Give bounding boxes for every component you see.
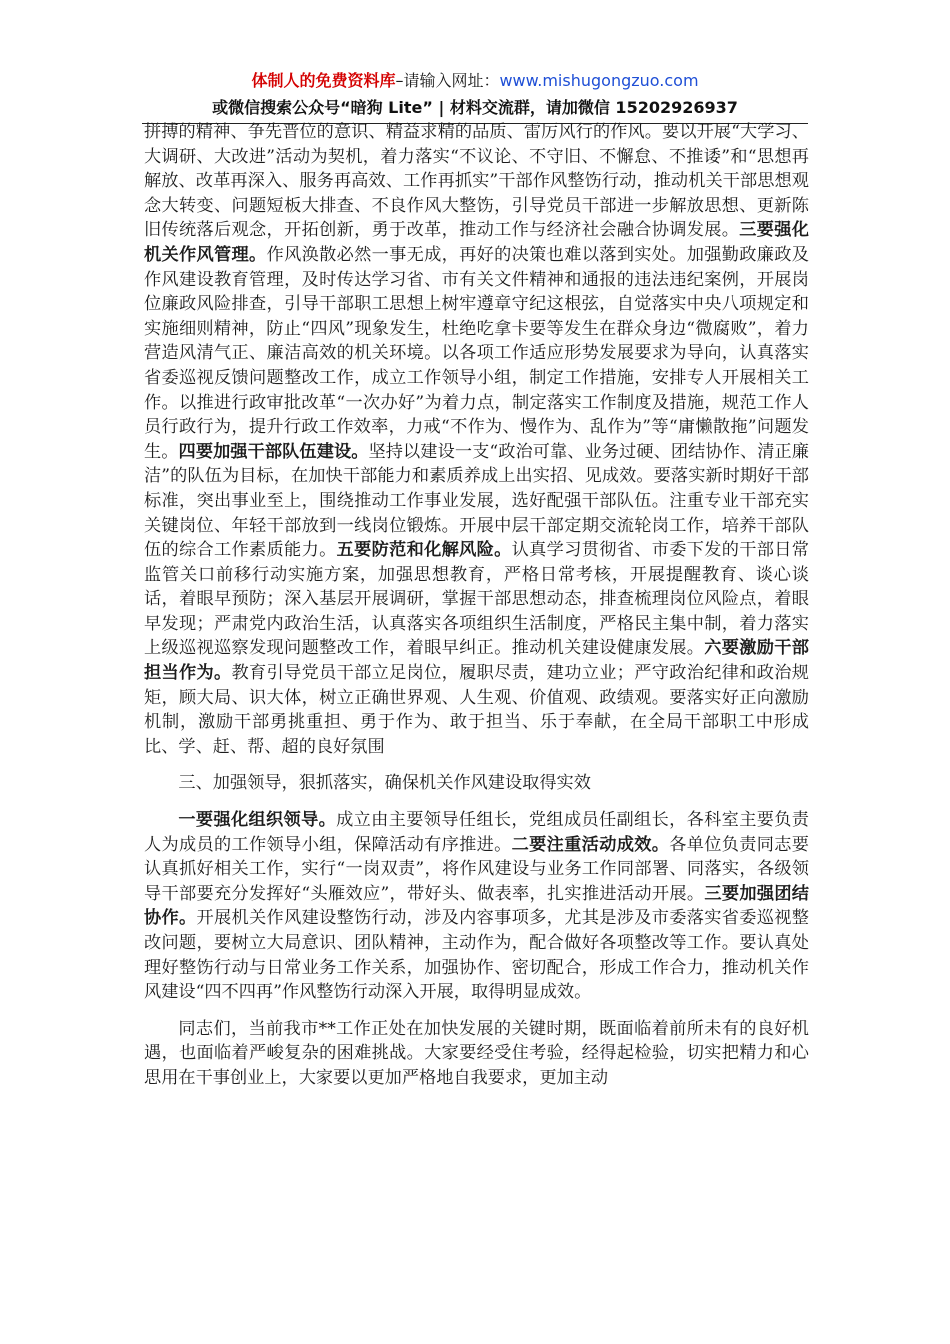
site-title: 体制人的免费资料库	[251, 71, 396, 90]
paragraph-text: 成立由主要领导任组长，党组成员任副组长，各科室主要负责人为成员的工作领导小组，保障活动有序推进。	[144, 810, 809, 855]
header-line-2: 或微信搜索公众号“暗狗 Lite” | 材料交流群，请加微信 15202926937	[212, 98, 738, 117]
bold-point-3b: 三要加强团结协作。	[144, 883, 809, 929]
paragraph-text: 认真学习贯彻省、市委下发的干部日常监管关口前移行动实施方案，加强思想教育，严格日常考核，开展提醒教育、谈心谈话，着眼早预防；深入基层开展调研，掌握干部思想动态，排查梳理岗位风险点，着眼早发现；严肃党内政治生活，认真落实各项组织生活制度，严格民主集中制，着力落实上级巡视巡察发现问题整改工作，着眼早纠正。推动机关建设健康发展。	[144, 540, 809, 659]
paragraph-text: 各单位负责同志要认真抓好相关工作，实行“一岗双责”，将作风建设与业务工作同部署、同落实，各级领导干部要充分发挥好“头雁效应”，带好头、做表率，扎实推进活动开展。	[144, 834, 809, 904]
document-body	[144, 120, 809, 1091]
paragraph-continued	[144, 120, 809, 759]
site-url-link[interactable]: www.mishugongzuo.com	[499, 71, 699, 90]
paragraph-leadership	[144, 808, 809, 1005]
bold-point-1: 一要强化组织领导。	[178, 810, 337, 831]
paragraph-text: 作风涣散必然一事无成，再好的决策也难以落到实处。加强勤政廉政及作风建设教育管理，及时传达学习省、市有关文件精神和通报的违法违纪案例，开展岗位廉政风险排查，引导干部职工思想上树牢遵章守纪这根弦，自觉落实中央八项规定和实施细则精神，防止“四风”现象发生，杜绝吃拿卡要等发生在群众身边“微腐败”，着力营造风清气正、廉洁高效的机关环境。以各项工作适应形势发展要求为导向，认真落实省委巡视反馈问题整改工作，成立工作领导小组，制定工作措施，安排专人开展相关工作。以推进行政审批改革“一次办好”为着力点，制定落实工作制度及措施，规范工作人员行政行为，提升行政工作效率，力戒“不作为、慢作为、乱作为”等“庸懒散拖”问题发生。	[144, 244, 809, 462]
paragraph-text: 拼搏的精神、争先晋位的意识、精益求精的品质、雷厉风行的作风。要以开展“大学习、大调研、大改进”活动为契机，着力落实“不议论、不守旧、不懈怠、不推诿”和“思想再解放、改革再深入、服务再高效、工作再抓实”干部作风整饬行动，推动机关干部思想观念大转变、问题短板大排查、不良作风大整饬，引导党员干部进一步解放思想、更新陈旧传统落后观念，开拓创新，勇于改革，推动工作与经济社会融合协调发展。	[144, 122, 809, 241]
paragraph-text: 开展机关作风建设整饬行动，涉及内容事项多，尤其是涉及市委落实省委巡视整改问题，要树立大局意识、团队精神，主动作为，配合做好各项整改等工作。要认真处理好整饬行动与日常业务工作关系，加强协作、密切配合，形成工作合力，推动机关作风建设“四不四再”作风整饬行动深入开展，取得明显成效。	[144, 908, 809, 1003]
bold-point-5: 五要防范和化解风险。	[336, 540, 512, 561]
site-title-prompt: –请输入网址：	[395, 71, 500, 90]
document-header	[0, 66, 950, 120]
bold-point-4: 四要加强干部队伍建设。	[178, 441, 369, 462]
bold-point-2: 二要注重活动成效。	[511, 834, 670, 855]
bold-point-3: 三要强化机关作风管理。	[144, 220, 809, 265]
section-heading-3: 三、加强领导，狠抓落实，确保机关作风建设取得实效	[178, 773, 591, 794]
paragraph-text: 教育引导党员干部立足岗位，履职尽责，建功立业；严守政治纪律和政治规矩，顾大局、识大体，树立正确世界观、人生观、价值观、政绩观。要落实好正向激励机制，激励干部勇挑重担、勇于作为、敢于担当、乐于奉献，在全局干部职工中形成比、学、赶、帮、超的良好氛围	[144, 663, 809, 757]
bold-point-6: 六要激励干部担当作为。	[144, 638, 809, 684]
header-line-1	[0, 66, 950, 96]
paragraph-text: 坚持以建设一支“政治可靠、业务过硬、团结协作、清正廉洁”的队伍为目标，在加快干部能力和素质养成上出实招、见成效。要落实新时期好干部标准，突出事业至上，围绕推动工作事业发展，选好配强干部队伍。注重专业干部充实关键岗位、年轻干部放到一线岗位锻炼。开展中层干部定期交流轮岗工作，培养干部队伍的综合工作素质能力。	[144, 441, 809, 561]
paragraph-closing: 同志们，当前我市**工作正处在加快发展的关键时期，既面临着前所未有的良好机遇，也面临着严峻复杂的困难挑战。大家要经受住考验，经得起检验，切实把精力和心思用在干事创业上，大家要以更加严格地自我要求，更加主动	[144, 1018, 809, 1088]
